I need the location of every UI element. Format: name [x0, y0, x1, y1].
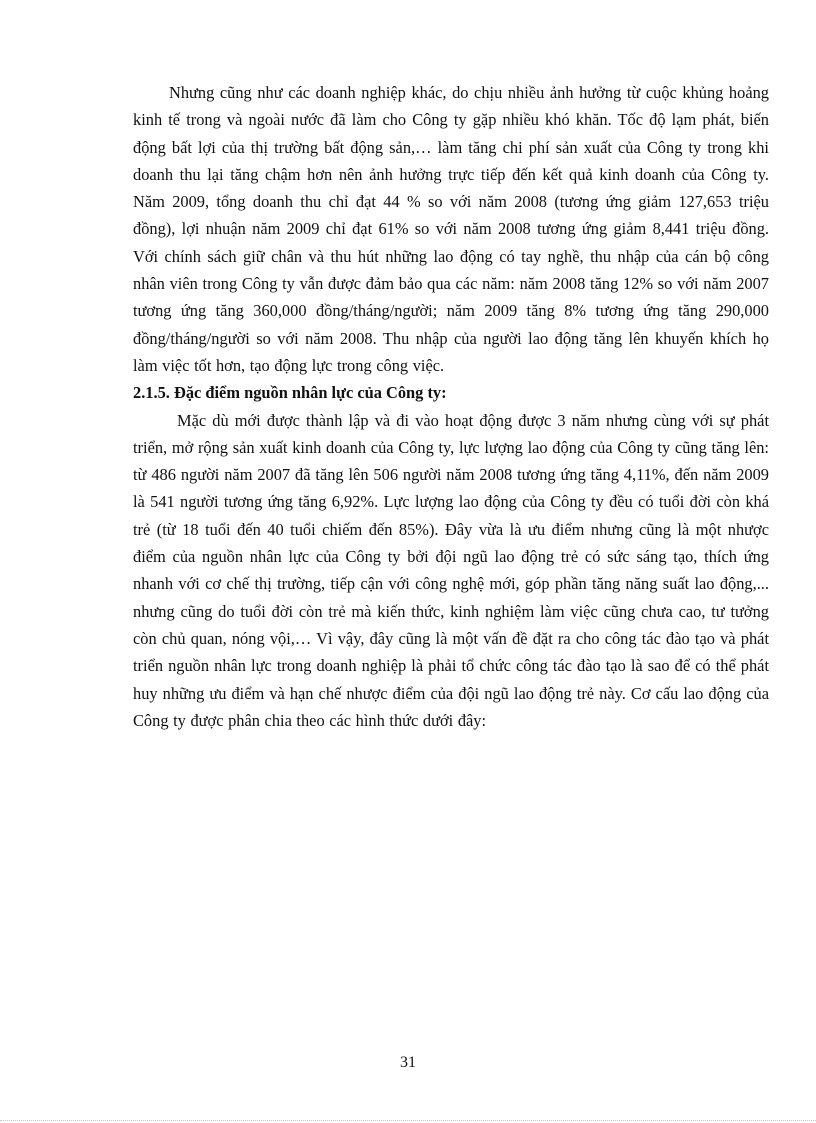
body-paragraph-1: Nhưng cũng như các doanh nghiệp khác, do chịu nhiều ảnh hưởng từ cuộc khủng hoảng kinh tế trong và ngoài nước đã làm cho Công ty gặp nhiều khó khăn. Tốc độ lạm phát, biến động bất lợi của thị trường bất động sản,… làm tăng chi phí sản xuất của Công ty trong khi doanh thu lại tăng chậm hơn nên ảnh hưởng trực tiếp đến kết quả kinh doanh của Công ty. Năm 2009, tổng doanh thu chỉ đạt 44 % so với năm 2008 (tương ứng giảm 127,653 triệu đồng), lợi nhuận năm 2009 chỉ đạt 61% so với năm 2008 tương ứng giảm 8,441 triệu đồng. Với chính sách giữ chân và thu hút những lao động có tay nghề, thu nhập của cán bộ công nhân viên trong Công ty vẫn được đảm bảo qua các năm: năm 2008 tăng 12% so với năm 2007 tương ứng tăng 360,000 đồng/tháng/người; năm 2009 tăng 8% tương ứng tăng 290,000 đồng/tháng/người so với năm 2008. Thu nhập của người lao động tăng lên khuyến khích họ làm việc tốt hơn, tạo động lực trong công việc. — [133, 83, 769, 375]
section-heading: 2.1.5. Đặc điểm nguồn nhân lực của Công ty: — [133, 383, 447, 403]
page-bottom-divider — [0, 1120, 816, 1121]
page-content — [133, 79, 769, 734]
page-number: 31 — [400, 1054, 416, 1071]
body-paragraph-2: Mặc dù mới được thành lập và đi vào hoạt động được 3 năm nhưng cùng với sự phát triển, mở rộng sản xuất kinh doanh của Công ty, lực lượng lao động của Công ty cũng tăng lên: từ 486 người năm 2007 đã tăng lên 506 người năm 2008 tương ứng tăng 4,11%, đến năm 2009 là 541 người tương ứng tăng 6,92%. Lực lượng lao động của Công ty đều có tuổi đời còn khá trẻ (từ 18 tuổi đến 40 tuổi chiếm đến 85%). Đây vừa là ưu điểm nhưng cũng là một nhược điểm của nguồn nhân lực của Công ty bởi đội ngũ lao động trẻ có sức sáng tạo, thích ứng nhanh với cơ chế thị trường, tiếp cận với công nghệ mới, góp phần tăng năng suất lao động,... nhưng cũng do tuổi đời còn trẻ mà kiến thức, kinh nghiệm làm việc cũng chưa cao, tư tưởng còn chủ quan, nóng vội,… Vì vậy, đây cũng là một vấn đề đặt ra cho công tác đào tạo và phát triển nguồn nhân lực trong doanh nghiệp là phải tổ chức công tác đào tạo là sao để có thể phát huy những ưu điểm và hạn chế nhược điểm của đội ngũ lao động trẻ này. Cơ cấu lao động của Công ty được phân chia theo các hình thức dưới đây: — [133, 410, 769, 730]
